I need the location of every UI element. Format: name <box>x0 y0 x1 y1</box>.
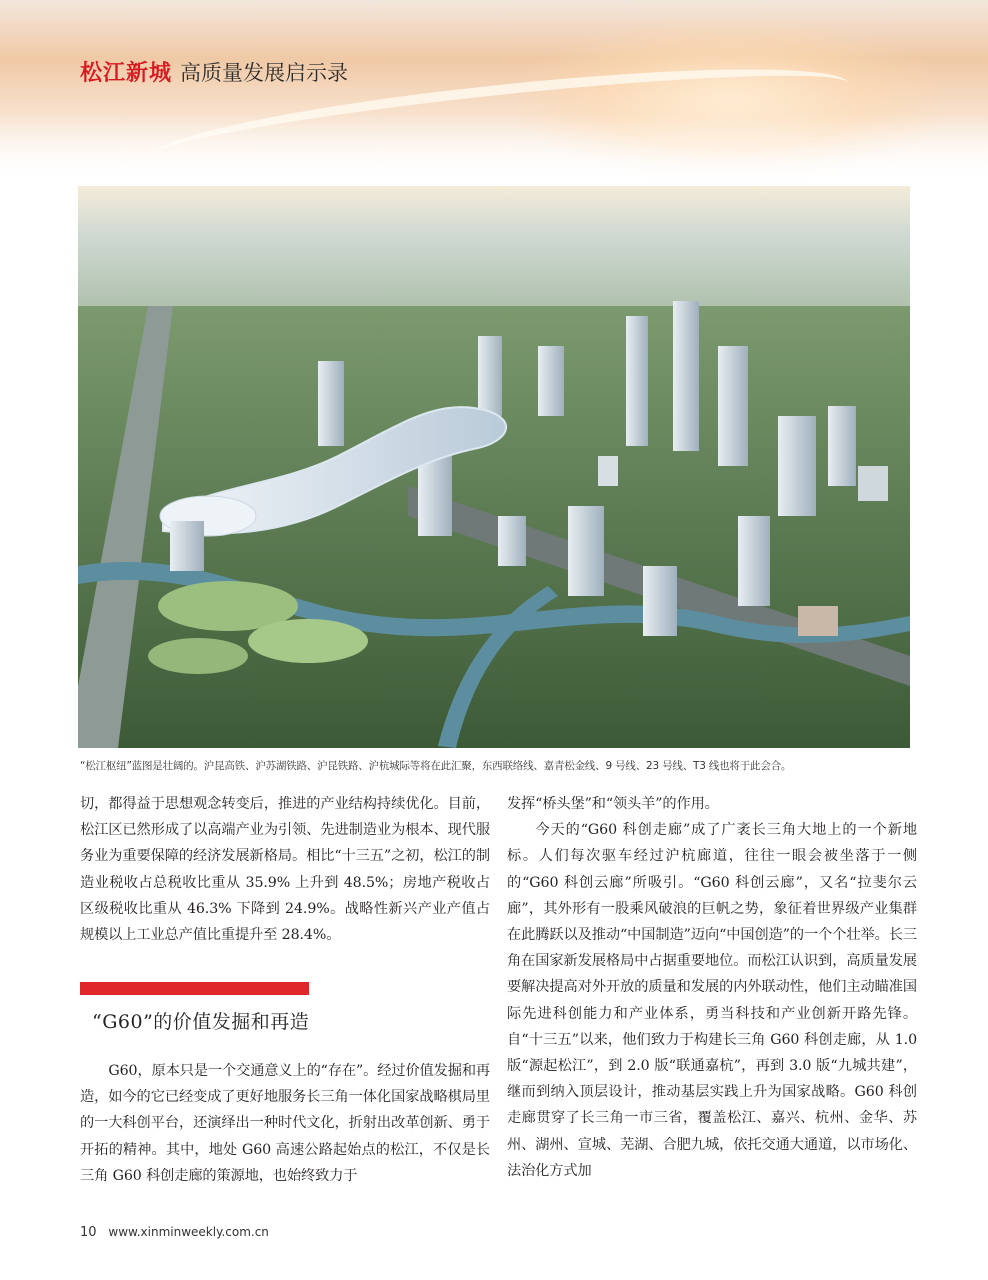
left-paragraph-2: G60，原本只是一个交通意义上的“存在”。经过价值发掘和再造，如今的它已经变成了更好地服务长三角一体化国家战略棋局里的一大科创平台，还演绎出一种时代文化，折射出改革创新、勇于开拓的精神。其中，地处 G60 高速公路起始点的松江，不仅是长三角 G60 科创走廊的策源地，也始终致力于 <box>80 1063 490 1184</box>
hub-rendering-illustration <box>78 186 910 748</box>
section-header <box>80 56 348 90</box>
right-paragraph-2: 今天的“G60 科创走廊”成了广袤长三角大地上的一个新地标。人们每次驱车经过沪杭廊道，往往一眼会被坐落于一侧的“G60 科创云廊”所吸引。“G60 科创云廊”，又名“拉斐尔云廊”，其外形有一股乘风破浪的巨帆之势，象征着世界级产业集群在此腾跃以及推动“中国制造”迈向“中国创造”的一个个壮举。长三角在国家新发展格局中占据重要地位。而松江认识到，高质量发展要解决提高对外开放的质量和发展的内外联动性，他们主动瞄准国际先进科创能力和产业体系，勇当科技和产业创新开路先锋。自“十三五”以来，他们致力于构建长三角 G60 科创走廊，从 1.0 版“源起松江”，到 2.0 版“联通嘉杭”，再到 3.0 版“九城共建”，继而到纳入顶层设计，推动基层实践上升为国家战略。G60 科创走廊贯穿了长三角一市三省，覆盖松江、嘉兴、杭州、金华、苏州、湖州、宣城、芜湖、合肥九城，依托交通大通道，以市场化、法治化方式加 <box>507 822 917 1179</box>
header-banner <box>0 0 988 185</box>
left-column <box>80 791 490 948</box>
figure-caption: “松江枢纽”蓝图是壮阔的。沪昆高铁、沪苏湖铁路、沪昆铁路、沪杭城际等将在此汇聚，东西联络线、嘉青松金线、9 号线、23 号线、T3 线也将于此会合。 <box>80 760 792 772</box>
section-brand: 松江新城 <box>80 61 173 86</box>
section-heading: “G60”的价值发掘和再造 <box>92 1011 310 1033</box>
page-footer <box>80 1225 269 1240</box>
heading-accent-bar <box>80 982 309 995</box>
section-subtitle: 高质量发展启示录 <box>180 61 349 85</box>
left-column-lower <box>80 1058 490 1189</box>
site-url[interactable]: www.xinminweekly.com.cn <box>108 1225 269 1239</box>
hub-rendering-image <box>78 186 910 748</box>
banner-fade <box>0 115 988 185</box>
left-paragraph-1: 切，都得益于思想观念转变后，推进的产业结构持续优化。目前，松江区已然形成了以高端产业为引领、先进制造业为根本、现代服务业为重要保障的经济发展新格局。相比“十三五”之初，松江的制造业税收占总税收比重从 35.9% 上升到 48.5%；房地产税收占区级税收比重从 46.3% 下降到 24.9%。战略性新兴产业产值占规模以上工业总产值比重提升至 28.4%。 <box>80 796 490 944</box>
right-paragraph-1: 发挥“桥头堡”和“领头羊”的作用。 <box>507 796 719 812</box>
page-number: 10 <box>80 1225 97 1240</box>
right-column <box>507 791 917 1184</box>
